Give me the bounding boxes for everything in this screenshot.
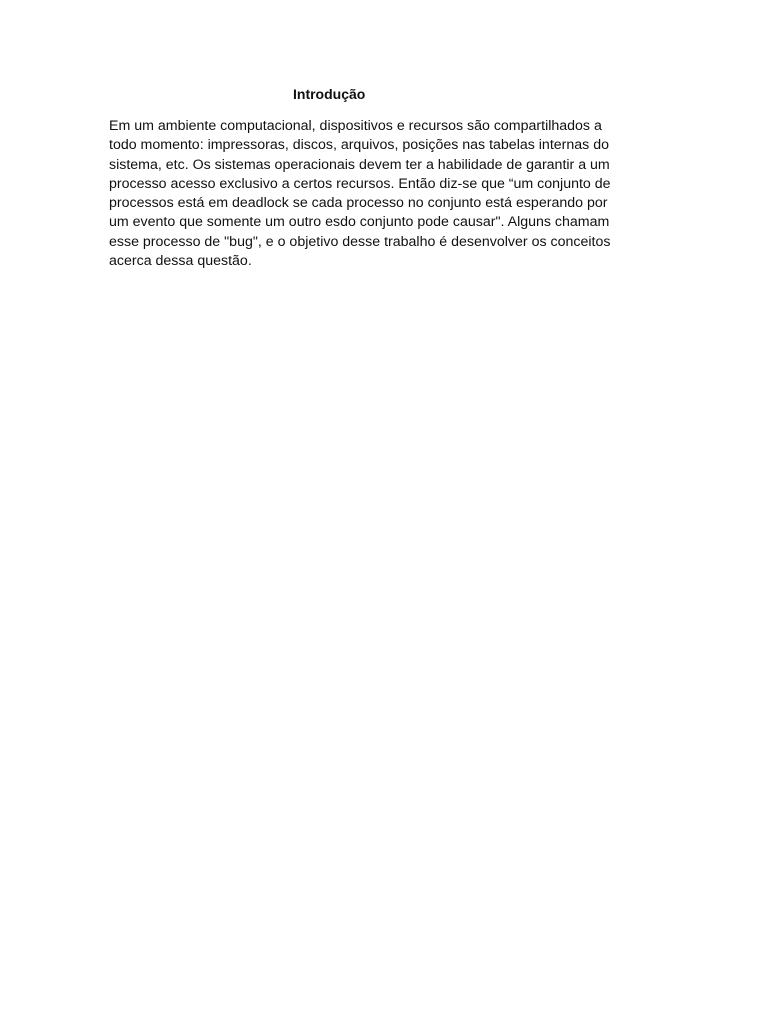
page-title: Introdução (293, 86, 366, 102)
paragraph-line-3: sistema, etc. Os sistemas operacionais devem ter a habilidade de garantir a um (109, 156, 610, 173)
paragraph-line-2: todo momento: impressoras, discos, arquivos, posições nas tabelas internas do (109, 137, 609, 154)
paragraph-line-1: Em um ambiente computacional, dispositivos e recursos são compartilhados a (109, 118, 602, 134)
paragraph-line-7: esse processo de "bug", e o objetivo desse trabalho é desenvolver os conceitos (109, 233, 611, 250)
paragraph-line-4: processo acesso exclusivo a certos recursos. Então diz-se que “um conjunto de (109, 175, 611, 192)
paragraph-line-5: processos está em deadlock se cada processo no conjunto está esperando por (109, 195, 608, 212)
intro-paragraph (109, 117, 669, 271)
paragraph-line-6: um evento que somente um outro esdo conjunto pode causar". Alguns chamam (109, 214, 610, 231)
paragraph-line-8: acerca dessa questão. (109, 253, 252, 270)
